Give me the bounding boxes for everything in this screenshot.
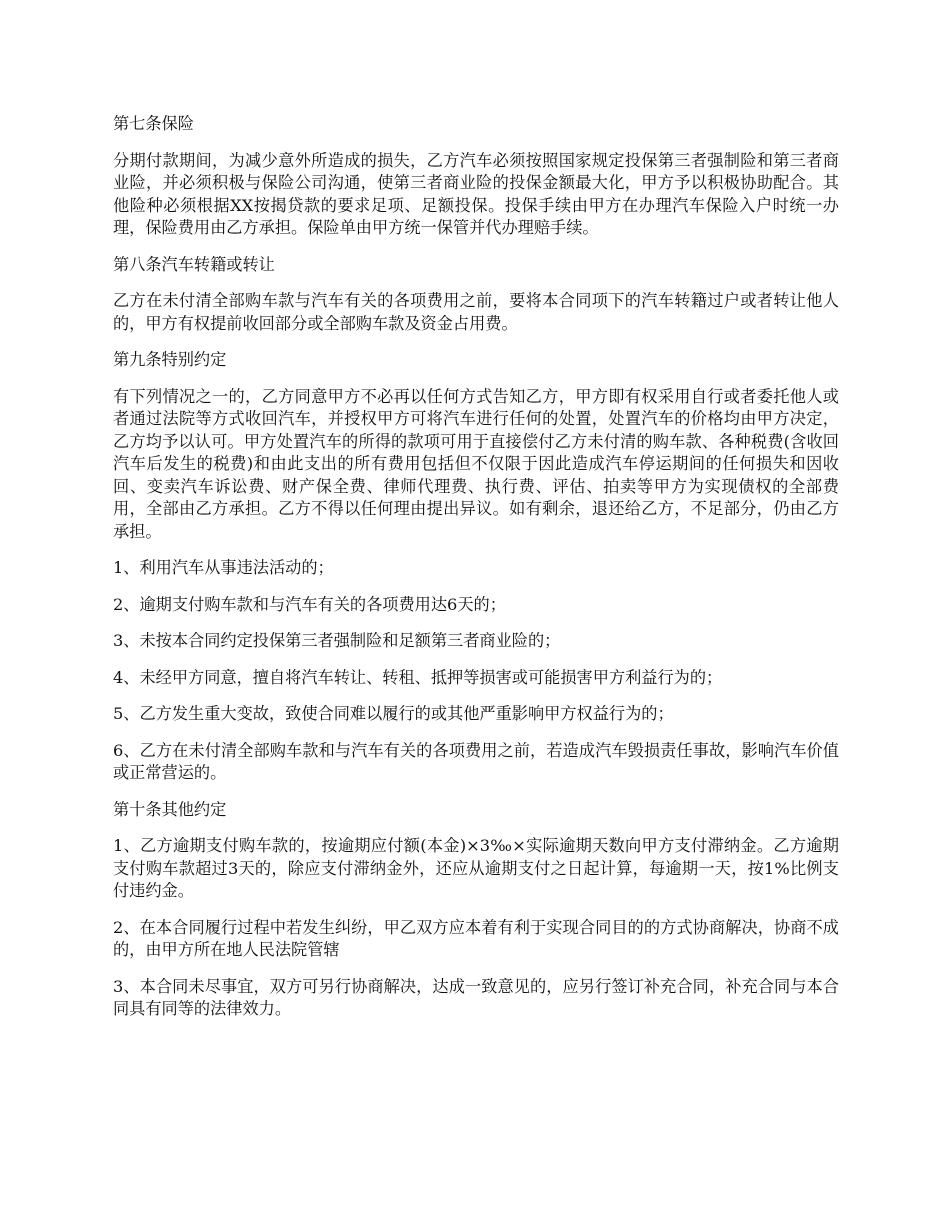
paragraph-insurance: 分期付款期间，为减少意外所造成的损失，乙方汽车必须按照国家规定投保第三者强制险和第三者商业险，并必须积极与保险公司沟通，使第三者商业险的投保金额最大化，甲方予以积极协助配合。其他险种必须根据XX按揭贷款的要求足项、足额投保。投保手续由甲方在办理汽车保险入户时统一办理，保险费用由乙方承担。保险单由甲方统一保管并代办理赔手续。 xyxy=(113,150,839,237)
list-item: 2、在本合同履行过程中若发生纠纷，甲乙双方应本着有利于实现合同目的的方式协商解决，协商不成的，由甲方所在地人民法院管辖 xyxy=(113,917,839,959)
section-heading-transfer: 第八条汽车转籍或转让 xyxy=(113,254,275,274)
list-item: 3、未按本合同约定投保第三者强制险和足额第三者商业险的； xyxy=(113,631,561,650)
list-item: 1、利用汽车从事违法活动的； xyxy=(113,558,334,577)
list-item: 4、未经甲方同意，擅自将汽车转让、转租、抵押等损害或可能损害甲方利益行为的； xyxy=(113,667,723,687)
list-item: 6、乙方在未付清全部购车款和与汽车有关的各项费用之前，若造成汽车毁损责任事故，影响汽车价值或正常营运的。 xyxy=(113,740,839,782)
paragraph-transfer: 乙方在未付清全部购车款与汽车有关的各项费用之前，要将本合同项下的汽车转籍过户或者转让他人的，甲方有权提前收回部分或全部购车款及资金占用费。 xyxy=(113,291,839,333)
section-heading-other-terms: 第十条其他约定 xyxy=(113,799,227,819)
list-item: 5、乙方发生重大变故，致使合同难以履行的或其他严重影响甲方权益行为的； xyxy=(113,704,674,723)
list-item: 2、逾期支付购车款和与汽车有关的各项费用达6天的； xyxy=(113,594,506,614)
document-body xyxy=(113,113,839,1035)
list-item: 1、乙方逾期支付购车款的，按逾期应付额(本金)×3‰×实际逾期天数向甲方支付滞纳金。乙方逾期支付购车款超过3天的，除应支付滞纳金外，还应从逾期支付之日起计算，每逾期一天，按1%比例支付违约金。 xyxy=(113,836,839,900)
section-heading-special-terms: 第九条特别约定 xyxy=(113,350,227,369)
paragraph-special-terms: 有下列情况之一的，乙方同意甲方不必再以任何方式告知乙方，甲方即有权采用自行或者委托他人或者通过法院等方式收回汽车，并授权甲方可将汽车进行任何的处置，处置汽车的价格均由甲方决定，乙方均予以认可。甲方处置汽车的所得的款项可用于直接偿付乙方未付清的购车款、各种税费(含收回汽车后发生的税费)和由此支出的所有费用包括但不仅限于因此造成汽车停运期间的任何损失和因收回、变卖汽车诉讼费、财产保全费、律师代理费、执行费、评估、拍卖等甲方为实现债权的全部费用，全部由乙方承担。乙方不得以任何理由提出异议。如有剩余，退还给乙方，不足部分，仍由乙方承担。 xyxy=(113,386,839,541)
section-heading-insurance: 第七条保险 xyxy=(113,114,194,133)
list-item: 3、本合同未尽事宜，双方可另行协商解决，达成一致意见的，应另行签订补充合同，补充合同与本合同具有同等的法律效力。 xyxy=(113,976,839,1018)
